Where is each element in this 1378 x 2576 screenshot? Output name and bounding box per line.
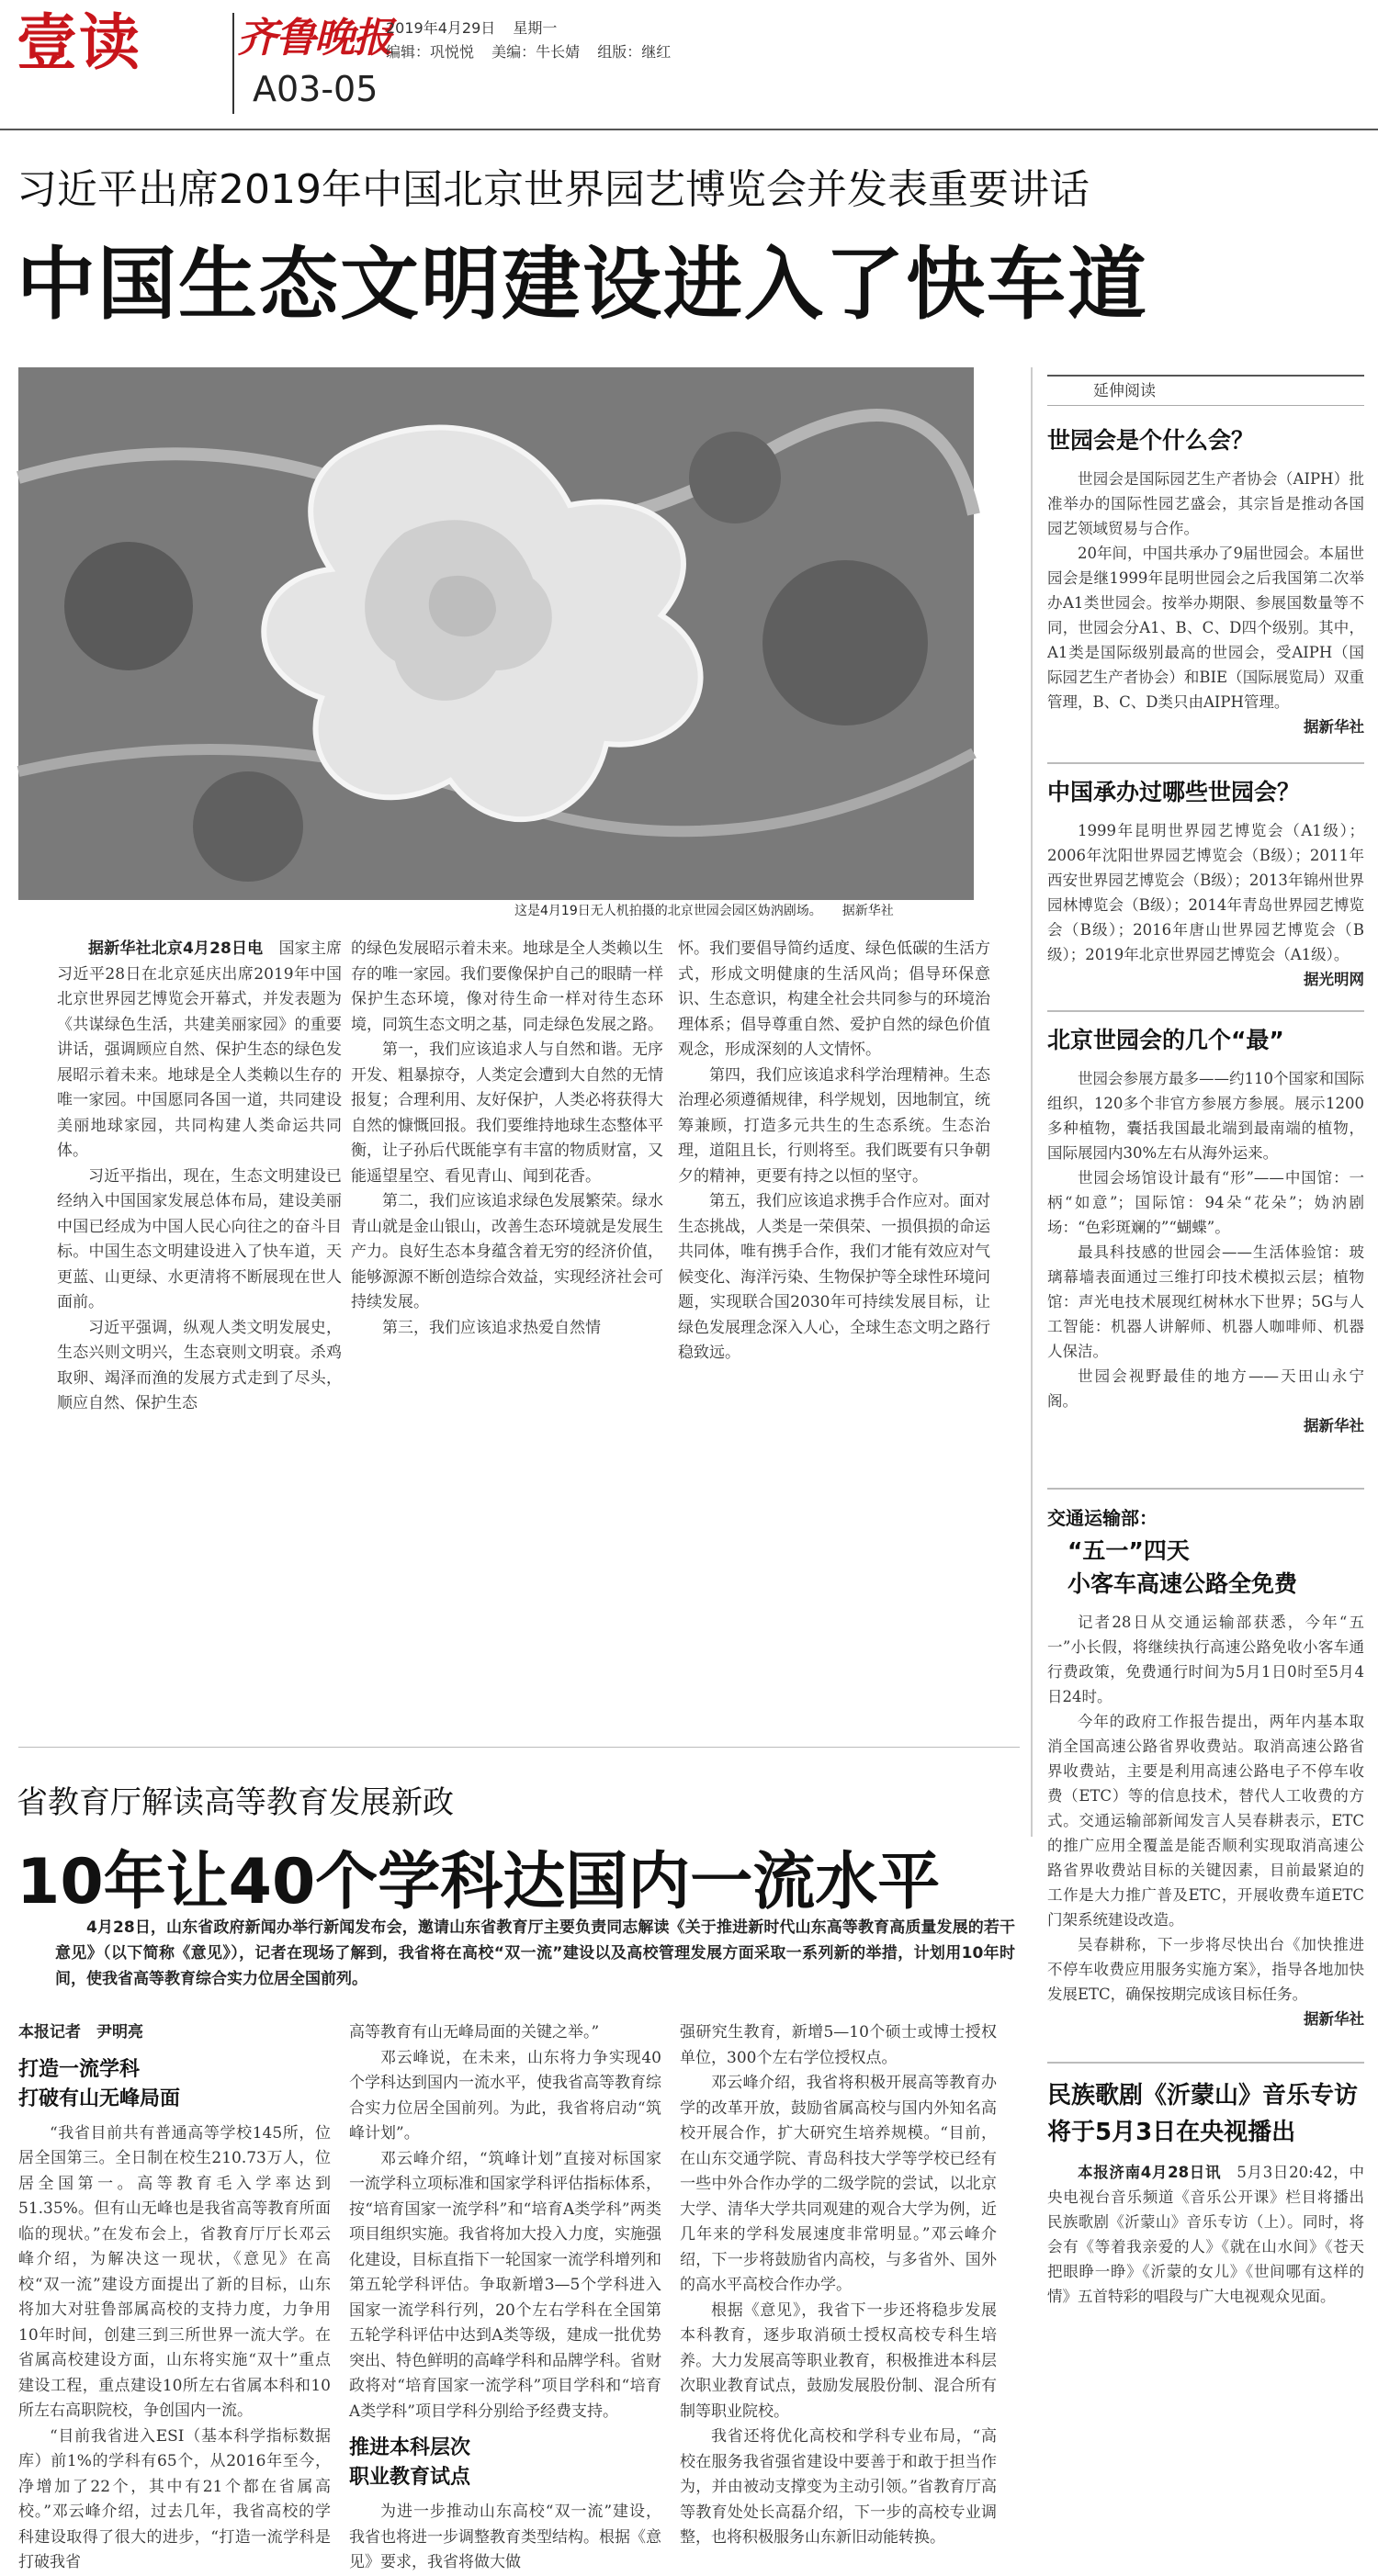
extension-reading-label: 延伸阅读 — [1047, 375, 1364, 406]
sidebar-box-title: 北京世园会的几个“最” — [1047, 1027, 1284, 1053]
masthead-rule — [0, 129, 1378, 130]
lead-paragraph: 习近平指出，现在，生态文明建设已经纳入中国国家发展总体布局，建设美丽中国已经成为中国人民心向往之的奋斗目标。中国生态文明建设进入了快车道，天更蓝、山更绿、水更清将不断展现在世人面前。 — [57, 1166, 342, 1311]
lead-paragraph: 的绿色发展昭示着未来。地球是全人类赖以生存的唯一家园。我们要像保护自己的眼睛一样保护生态环境，像对待生命一样对待生态环境，同筑生态文明之基，同走绿色发展之路。 — [351, 939, 663, 1034]
sidebar-separator — [1047, 762, 1364, 764]
sidebar-credit: 据新华社 — [1304, 718, 1364, 736]
sidebar-box-opera — [1047, 2077, 1364, 2309]
sidebar-box-expo-records — [1047, 1024, 1364, 1438]
education-paragraph: 为进一步推动山东高校“双一流”建设，我省也将进一步调整教育类型结构。根据《意见》要求，我省将做大做 — [349, 2503, 661, 2571]
lead-headline: 中国生态文明建设进入了快车道 — [17, 239, 1148, 331]
lead-paragraph: 第五，我们应该追求携手合作应对。面对生态挑战，人类是一荣俱荣、一损俱损的命运共同体，唯有携手合作，我们才能有效应对气候变化、海洋污染、生物保护等全球性环境问题，实现联合国2030年可持续发展目标，让绿色发展理念深入人心，全球生态文明之路行稳致远。 — [678, 1192, 990, 1362]
sidebar-box-body: 本报济南4月28日讯 5月3日20:42，中央电视台音乐频道《音乐公开课》栏目将播出民族歌剧《沂蒙山》音乐专访（上）。同时，将会有《等着我亲爱的人》《就在山水间》《苍天把眼睁一睁》《沂蒙的女儿》《世间哪有这样的情》五首特彩的唱段与广大电视观众见面。 — [1047, 2164, 1364, 2305]
lead-paragraph: 怀。我们要倡导简约适度、绿色低碳的生活方式，形成文明健康的生活风尚；倡导环保意识、生态意识，构建全社会共同参与的环境治理体系；倡导尊重自然、爱护自然的绿色价值观念，形成深刻的人文情怀。 — [678, 939, 990, 1059]
section-name: 壹读 — [17, 7, 141, 78]
lead-column-3 — [678, 937, 990, 1367]
brand-logo: 齐鲁晚报 — [237, 15, 391, 62]
sidebar-box-title: 将于5月3日在央视播出 — [1047, 2119, 1296, 2146]
lead-column-1 — [57, 937, 342, 1417]
education-paragraph: 强研究生教育，新增5—10个硕士或博士授权单位，300个左右学位授权点。 — [680, 2023, 997, 2067]
lead-paragraph: 第三，我们应该追求热爱自然情 — [382, 1318, 601, 1337]
masthead-divider — [232, 13, 234, 114]
page-number: A03-05 — [253, 69, 378, 109]
education-lede: 4月28日，山东省政府新闻办举行新闻发布会，邀请山东省教育厅主要负责同志解读《关于推进新时代山东高等教育高质量发展的若干意见》（以下简称《意见》），记者在现场了解到，我省将在高校“双一流”建设以及高校管理发展方面采取一系列新的举措，计划用10年时间，使我省高等教育综合实力位居全国前列。 — [55, 1918, 1015, 1988]
issue-weekday: 星期一 — [513, 19, 558, 37]
sidebar-credit: 据新华社 — [1304, 1417, 1364, 1434]
sidebar-credit: 据光明网 — [1304, 971, 1364, 988]
lead-dateline: 据新华社北京4月28日电 — [88, 939, 264, 958]
education-paragraph: 根据《意见》，我省下一步还将稳步发展本科教育，逐步取消硕士授权高校专科生培养。大力发展高等职业教育，积极推进本科层次职业教育试点，鼓励发展股份制、混合所有制等职业院校。 — [680, 2300, 997, 2421]
education-paragraph: 高等教育有山无峰局面的关键之举。” — [349, 2023, 600, 2042]
education-paragraph: 我省还将优化高校和学科专业布局，“高校在服务我省强省建设中要善于和敢于担当作为，并由被动支撑变为主动引领。”省教育厅高等教育处处长高磊介绍，下一步的高校专业调整，也将积极服务山东新旧动能转换。 — [680, 2427, 997, 2547]
sidebar-box-body: 世园会是国际园艺生产者协会（AIPH）批准举办的国际性园艺盛会，其宗旨是推动各国园艺领域贸易与合作。 20年间，中国共承办了9届世园会。本届世园会是继1999年昆明世园会之后我国第二次举办A1类世园会。按举办期限、参展国数量等不同，世园会分A1、B、C、D四个级别。其中，A1类是国际级别最高的世园会，受AIPH（国际园艺生产者协会）和BIE（国际展览局）双重管理，B、C、D类只由AIPH管理。 据新华社 — [1047, 467, 1364, 739]
education-paragraph: 邓云峰说，在未来，山东将力争实现40个学科达到国内一流水平，使我省高等教育综合实力位居全国前列。为此，我省将启动“筑峰计划”。 — [349, 2048, 661, 2143]
lead-column-2 — [351, 937, 663, 1341]
photo-caption-text: 这是4月19日无人机拍摄的北京世园会园区妫汭剧场。 — [514, 904, 822, 918]
sidebar-rule — [1031, 367, 1033, 1837]
education-subheading: 推进本科层次 职业教育试点 — [349, 2436, 471, 2489]
photo-caption — [514, 900, 974, 922]
lead-paragraph: 第四，我们应该追求科学治理精神。生态治理必须遵循规律，科学规划，因地制宜，统筹兼顾，打造多元共生的生态系统。生态治理，道阻且长，行则将至。我们既要有只争朝夕的精神，更要有持之以恒的坚守。 — [678, 1065, 990, 1186]
lead-paragraph: 第二，我们应该追求绿色发展繁荣。绿水青山就是金山银山，改善生态环境就是发展生产力。良好生态本身蕴含着无穷的经济价值，能够源源不断创造综合效益，实现经济社会可持续发展。 — [351, 1192, 663, 1311]
sidebar-box-highway-toll — [1047, 1502, 1364, 2031]
sidebar-separator — [1047, 1488, 1364, 1490]
proof-credit: 组版：继红 — [597, 43, 672, 61]
education-column-1 — [18, 2020, 331, 2571]
sidebar-separator — [1047, 2062, 1364, 2064]
section-rule — [18, 1747, 1020, 1748]
opera-dateline: 本报济南4月28日讯 — [1078, 2164, 1222, 2181]
education-subhead: 省教育厅解读高等教育发展新政 — [17, 1784, 454, 1821]
aerial-photo — [18, 367, 974, 900]
art-editor-credit: 美编：牛长婧 — [491, 43, 581, 61]
editor-credit: 编辑：巩悦悦 — [386, 43, 475, 61]
education-subheading: 打造一流学科 打破有山无峰局面 — [18, 2057, 181, 2110]
sidebar-box-title: 民族歌剧《沂蒙山》音乐专访 — [1047, 2082, 1359, 2109]
sidebar-box-body: 1999年昆明世界园艺博览会（A1级）；2006年沈阳世界园艺博览会（B级）；2011年西安世界园艺博览会（B级）；2013年锦州世界园林博览会（B级）；2014年青岛世界园艺博览会（B级）；2016年唐山世界园艺博览会（B级）；2019年北京世界园艺博览会（A1级）。 据光明网 — [1047, 818, 1364, 992]
lead-paragraph: 习近平强调，纵观人类文明发展史，生态兴则文明兴，生态衰则文明衰。杀鸡取卵、竭泽而渔的发展方式走到了尽头，顺应自然、保护生态 — [57, 1318, 342, 1412]
sidebar-box-title: 世园会是个什么会？ — [1047, 427, 1255, 454]
education-paragraph: 邓云峰介绍，我省将积极开展高等教育办学的改革开放，鼓励省属高校与国内外知名高校开展合作，扩大研究生培养规模。“目前，在山东交通学院、青岛科技大学等学校已经有一些中外合作办学的二级学院的尝试，以北京大学、清华大学共同观建的观合大学为例，近几年来的学科发展速度非常明显。”邓云峰介绍，下一步将鼓励省内高校，与多省外、国外的高水平高校合作办学。 — [680, 2074, 997, 2294]
masthead-meta — [386, 17, 683, 64]
education-paragraph: 邓云峰介绍，“筑峰计划”直接对标国家一流学科立项标准和国家学科评估指标体系，按“培育国家一流学科”和“培育A类学科”两类项目组织实施。我省将加大投入力度，实施强化建设，目标直指下一轮国家一流学科增列和第五轮学科评估。争取新增3—5个学科进入国家一流学科行列，20个左右学科在全国第五轮学科评估中达到A类等级，建成一批优势突出、特色鲜明的高峰学科和品牌学科。省财政将对“培育国家一流学科”项目学科和“培育A类学科”项目学科分别给予经费支持。 — [349, 2149, 661, 2421]
sidebar-box-body: 记者28日从交通运输部获悉，今年“五一”小长假，将继续执行高速公路免收小客车通行费政策，免费通行时间为5月1日0时至5月4日24时。 今年的政府工作报告提出，两年内基本取消全国高速公路省界收费站。取消高速公路省界收费站，主要是利用高速公路电子不停车收费（ETC）等的信息技术，替代人工收费的方式。交通运输部新闻发言人吴春耕表示，ETC的推广应用全覆盖是能否顺利实现取消高速公路省界收费站目标的关键因素，目前最紧迫的工作是大力推广普及ETC，开展收费车道ETC门架系统建设改造。 吴春耕称，下一步将尽快出台《加快推进不停车收费应用服务实施方案》，指导各地加快发展ETC，确保按期完成该目标任务。 据新华社 — [1047, 1610, 1364, 2031]
sidebar-box-expo-intro — [1047, 424, 1364, 739]
sidebar-box-pretitle: 交通运输部： — [1047, 1507, 1158, 1529]
sidebar-box-title: 中国承办过哪些世园会？ — [1047, 779, 1301, 805]
education-column-3 — [680, 2020, 997, 2547]
lead-subhead: 习近平出席2019年中国北京世界园艺博览会并发表重要讲话 — [17, 166, 1090, 213]
sidebar-box-body: 世园会参展方最多——约110个国家和国际组织，120多个非官方参展方参展。展示1200多种植物，囊括我国最北端到最南端的植物，国际展园内30%左右从海外运来。 世园会场馆设计最有“形”——中国馆：一柄“如意”；国际馆：94朵“花朵”；妫汭剧场：“色彩斑斓的”“蝴蝶”。 最具科技感的世园会——生活体验馆：玻璃幕墙表面通过三维打印技术模拟云层；植物馆：声光电技术展现红树林水下世界；5G与人工智能：机器人讲解师、机器人咖啡师、机器人保洁。 世园会视野最佳的地方——天田山永宁阁。 据新华社 — [1047, 1066, 1364, 1438]
education-headline: 10年让40个学科达国内一流水平 — [17, 1846, 941, 1918]
sidebar-separator — [1047, 1010, 1364, 1012]
education-column-2 — [349, 2020, 661, 2571]
education-paragraph: “我省目前共有普通高等学校145所，位居全国第三。全日制在校生210.73万人，位居全国第一。高等教育毛入学率达到51.35%。但有山无峰也是我省高等教育所面临的现状。”在发布会上，省教育厅厅长邓云峰介绍，为解决这一现状，《意见》在高校“双一流”建设方面提出了新的目标，山东将加大对驻鲁部属高校的支持力度，力争用10年时间，创建三到三所世界一流大学。在省属高校建设方面，山东将实施“双十”重点建设工程，重点建设10所左右省属本科和10所左右高职院校，争创国内一流。 — [18, 2123, 331, 2420]
sidebar-box-title: “五一”四天 — [1067, 1537, 1190, 1564]
sidebar-box-title: 小客车高速公路全免费 — [1067, 1570, 1298, 1597]
aerial-photo-illustration — [18, 367, 974, 900]
sidebar-box-hosted-expos — [1047, 776, 1364, 992]
photo-credit: 据新华社 — [841, 904, 894, 918]
education-paragraph: “目前我省进入ESI（基本科学指标数据库）前1%的学科有65个，从2016年至今，净增加了22个，其中有21个都在省属高校。”邓云峰介绍，过去几年，我省高校的学科建设取得了很大的进步，“打造一流学科是打破我省 — [18, 2426, 331, 2571]
sidebar-credit: 据新华社 — [1304, 2010, 1364, 2028]
lead-paragraph: 据新华社北京4月28日电 国家主席习近平28日在北京延庆出席2019年中国北京世界园艺博览会开幕式，并发表题为《共谋绿色生活，共建美丽家园》的重要讲话，强调顾应自然、保护生态的绿色发展昭示着未来。地球是全人类赖以生存的唯一家园。中国愿同各国一道，共同建设美丽地球家园，共同构建人类命运共同体。 — [57, 939, 342, 1160]
issue-date: 2019年4月29日 — [386, 19, 496, 37]
lead-paragraph: 第一，我们应该追求人与自然和谐。无序开发、粗暴掠夺，人类定会遭到大自然的无情报复；合理利用、友好保护，人类必将获得大自然的慷慨回报。我们要维持地球生态整体平衡，让子孙后代既能享有丰富的物质财富，又能遥望星空、看见青山、闻到花香。 — [351, 1041, 663, 1186]
education-byline: 本报记者 尹明亮 — [18, 2023, 143, 2042]
